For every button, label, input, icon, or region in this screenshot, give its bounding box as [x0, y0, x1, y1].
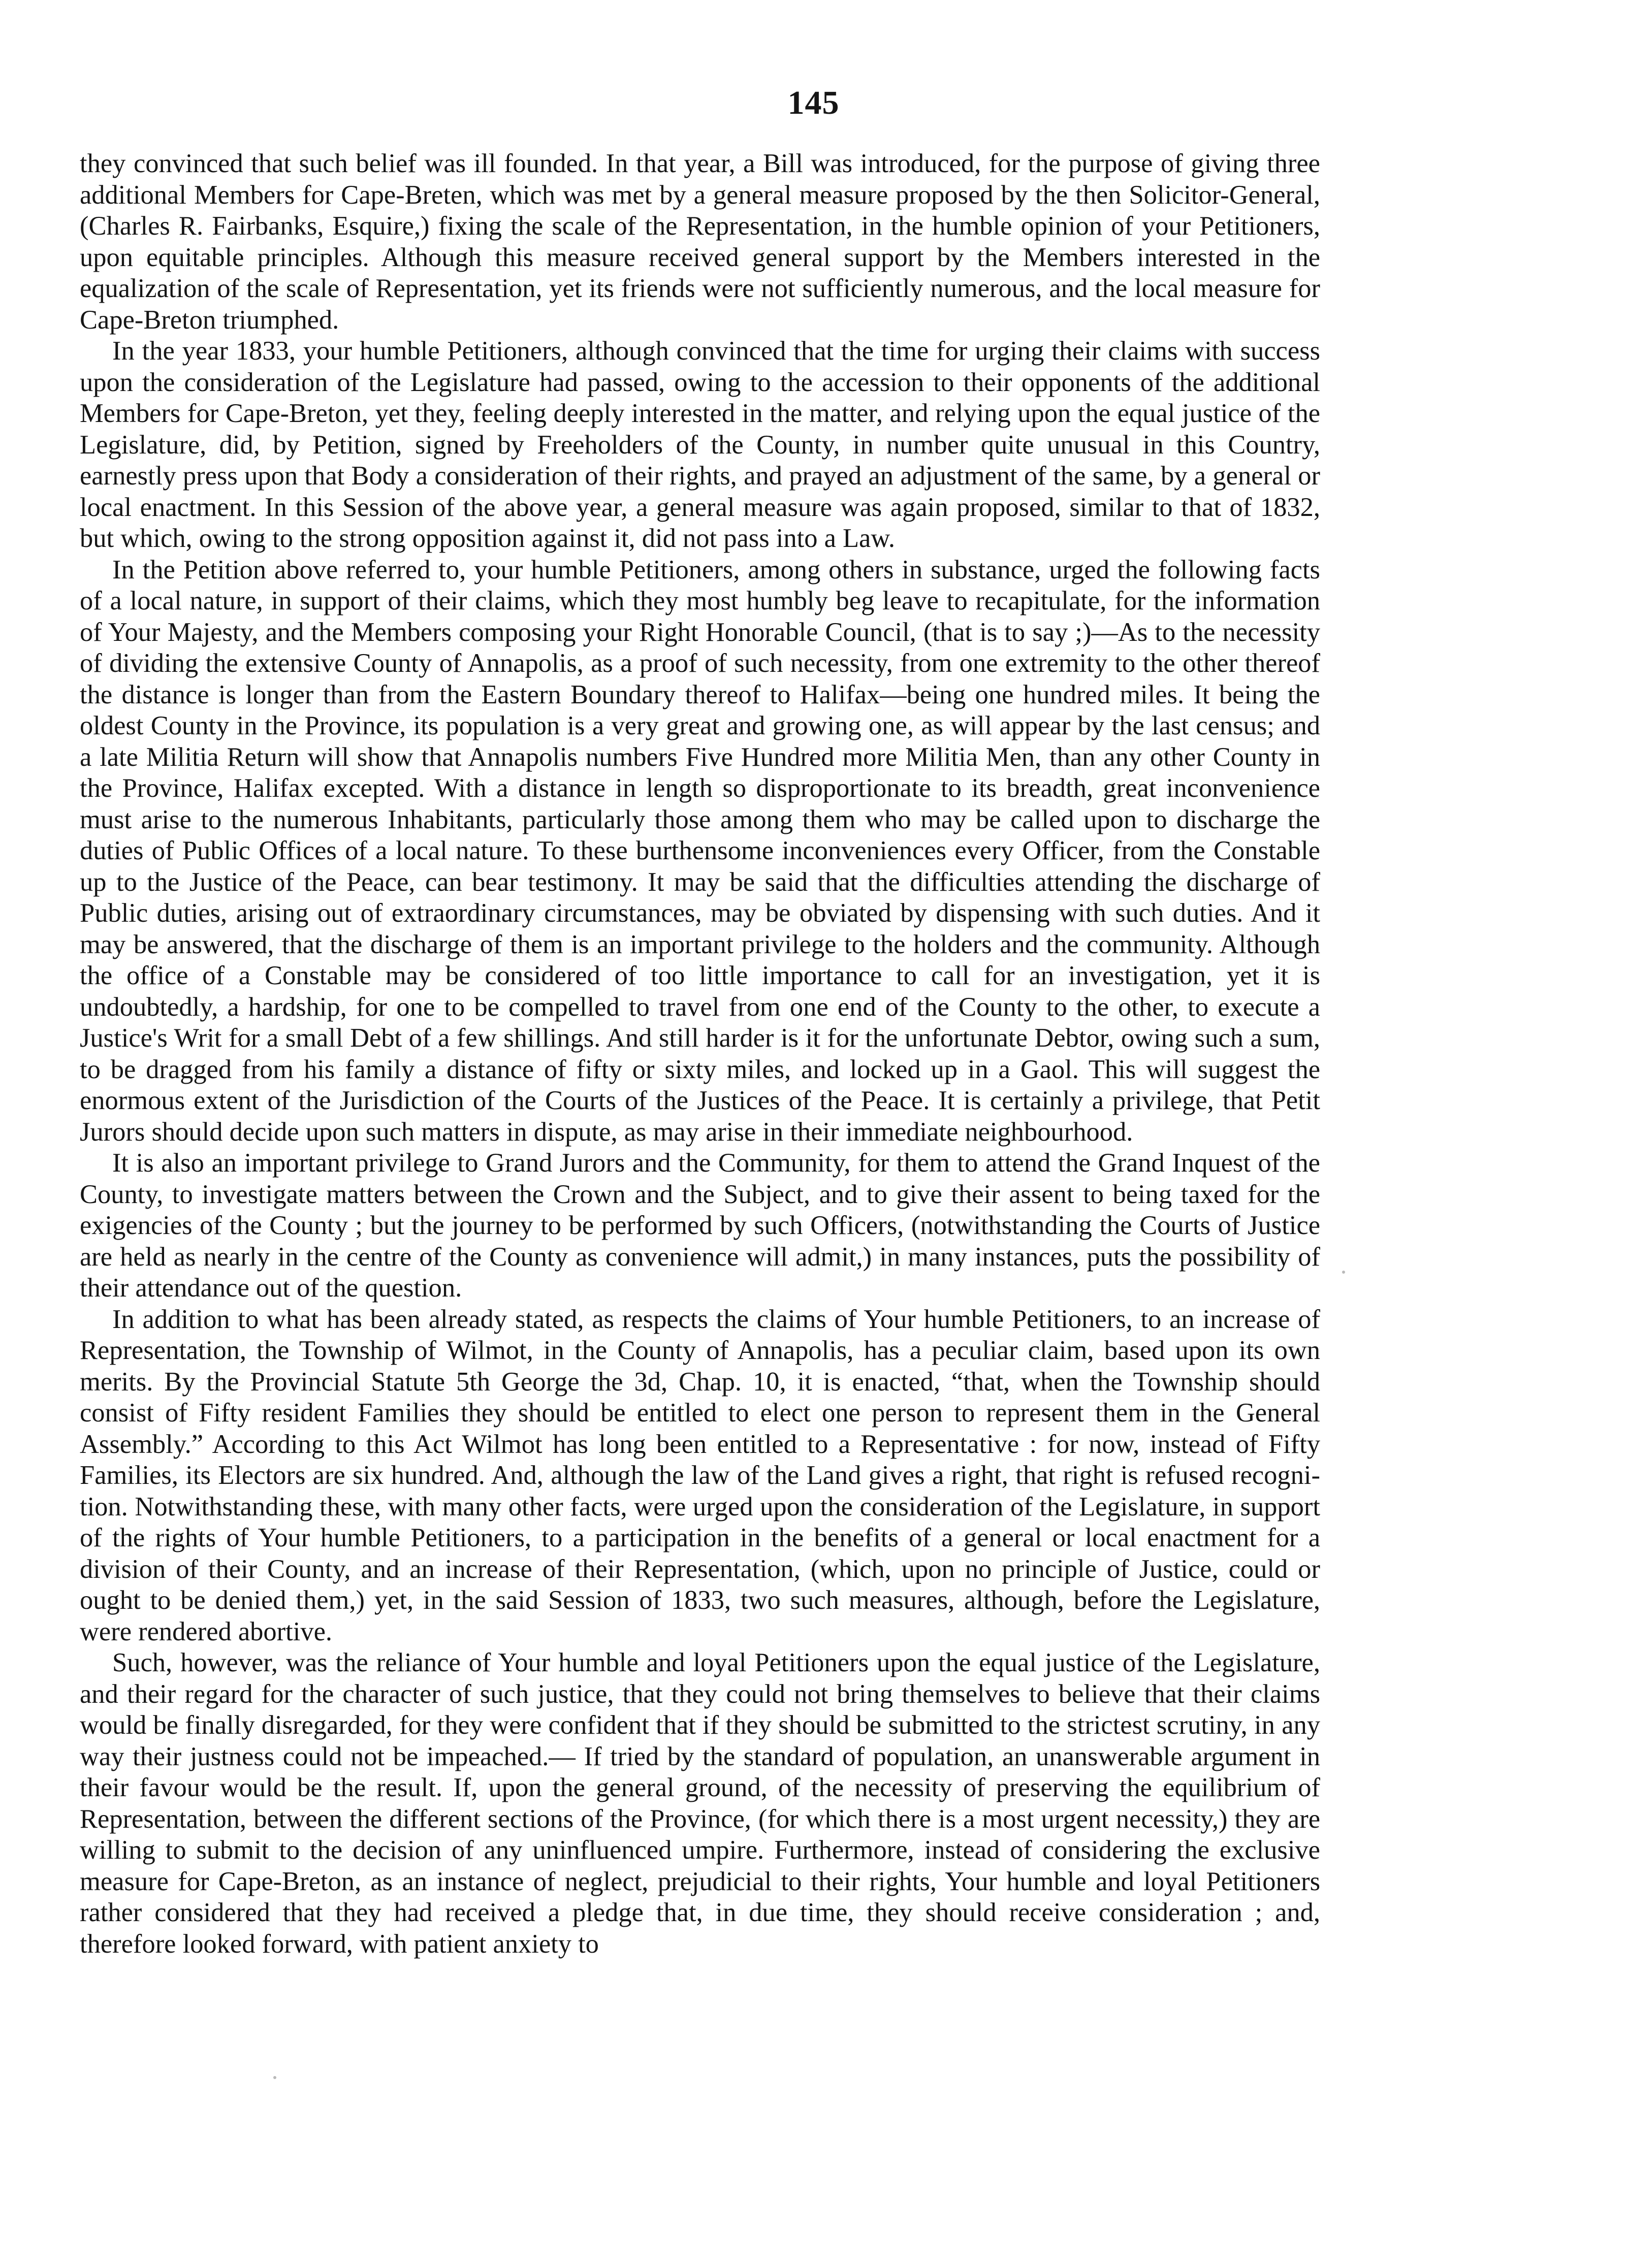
paragraph-2: In the year 1833, your humble Petitioners, although convinced that the time for urging their claims with success upon the consideration of the Legislature had passed, owing to the accession to their opponents of the additional Members for Cape-Breton, yet they, feeling deeply interested in the matter, and relying upon the equal justice of the Legislature, did, by Petition, signed by Freeholders of the County, in number quite unusual in this Country, earnestly press upon that Body a consideration of their rights, and prayed an adjustment of the same, by a general or local enactment. In this Session of the above year, a general measure was again proposed, similar to that of 1832, but which, owing to the strong opposition against it, did not pass into a Law.: [80, 336, 1320, 553]
page-number: 145: [787, 84, 840, 121]
paragraph-6: Such, however, was the reliance of Your humble and loyal Petitioners upon the equal justice of the Legislature, and their regard for the character of such justice, that they could not bring themselves to believe that their claims would be finally disregarded, for they were confident that if they should be submitted to the strictest scrutiny, in any way their justness could not be impeached.— If tried by the standard of population, an unanswerable argument in their favour would be the result. If, upon the general ground, of the necessity of preserving the equilibrium of Representation, between the different sections of the Province, (for which there is a most urgent necessity,) they are willing to submit to the decision of any uninfluenced umpire. Furthermore, instead of considering the exclusive measure for Cape-Breton, as an instance of neglect, prejudicial to their rights, Your humble and loyal Petitioners rather considered that they had received a pledge that, in due time, they should receive consideration ; and, therefore looked forward, with patient anxiety to: [80, 1648, 1320, 1959]
paragraph-4: It is also an important privilege to Grand Jurors and the Community, for them to attend the Grand Inquest of the County, to investigate matters between the Crown and the Subject, and to give their assent to being taxed for the exigencies of the County ; but the journey to be performed by such Officers, (notwithstanding the Courts of Justice are held as nearly in the centre of the County as convenience will admit,) in many instances, puts the possibility of their attendance out of the question.: [80, 1148, 1320, 1303]
print-speck: [273, 2076, 276, 2079]
paragraph-5: In addition to what has been already stated, as respects the claims of Your humble Petitioners, to an increase of Representation, the Township of Wilmot, in the County of Annapolis, has a peculiar claim, based upon its own merits. By the Provincial Statute 5th George the 3d, Chap. 10, it is enacted, “that, when the Township should consist of Fifty resident Families they should be entitled to elect one person to represent them in the General Assembly.” According to this Act Wilmot has long been entitled to a Representative : for now, instead of Fifty Families, its Electors are six hundred. And, although the law of the Land gives a right, that right is refused recognition. Notwithstanding these, with many other facts, were urged upon the consideration of the Legislature, in support of the rights of Your humble Petitioners, to a participation in the benefits of a general or local enactment for a division of their County, and an increase of their Representation, (which, upon no principle of Justice, could or ought to be denied them,) yet, in the said Session of 1833, two such measures, although, before the Legislature, were rendered abortive.: [80, 1304, 1320, 1646]
body-text: [80, 148, 1320, 1960]
print-speck: [1342, 1271, 1345, 1274]
paragraph-1: they convinced that such belief was ill founded. In that year, a Bill was introduced, for the purpose of giving three additional Members for Cape-Breten, which was met by a general measure proposed by the then Solicitor-General, (Charles R. Fairbanks, Esquire,) fixing the scale of the Representation, in the humble opinion of your Petitioners, upon equitable principles. Although this measure received general support by the Members interested in the equalization of the scale of Representation, yet its friends were not sufficiently numerous, and the local measure for Cape-Breton triumphed.: [80, 149, 1320, 335]
paragraph-3: In the Petition above referred to, your humble Petitioners, among others in substance, urged the following facts of a local nature, in support of their claims, which they most humbly beg leave to recapitulate, for the information of Your Majesty, and the Members composing your Right Honorable Council, (that is to say ;)—As to the necessity of dividing the extensive County of Annapolis, as a proof of such necessity, from one extremity to the other thereof the distance is longer than from the Eastern Boundary thereof to Halifax—being one hundred miles. It being the oldest County in the Province, its population is a very great and growing one, as will appear by the last census; and a late Militia Return will show that Annapolis numbers Five Hundred more Militia Men, than any other County in the Province, Halifax excepted. With a distance in length so disproportionate to its breadth, great inconvenience must arise to the numerous Inhabitants, particularly those among them who may be called upon to discharge the duties of Public Offices of a local nature. To these burthensome inconveniences every Officer, from the Constable up to the Justice of the Peace, can bear testimony. It may be said that the difficulties attending the discharge of Public duties, arising out of extraordinary circumstances, may be obviated by dispensing with such duties. And it may be answered, that the discharge of them is an important privilege to the holders and the community. Although the office of a Constable may be considered of too little importance to call for an investigation, yet it is undoubtedly, a hardship, for one to be compelled to travel from one end of the County to the other, to execute a Justice's Writ for a small Debt of a few shillings. And still harder is it for the unfortunate Debtor, owing such a sum, to be dragged from his family a distance of fifty or sixty miles, and locked up in a Gaol. This will suggest the enormous extent of the Jurisdiction of the Courts of the Justices of the Peace. It is certainly a privilege, that Petit Jurors should decide upon such matters in dispute, as may arise in their immediate neighbourhood.: [80, 555, 1320, 1147]
